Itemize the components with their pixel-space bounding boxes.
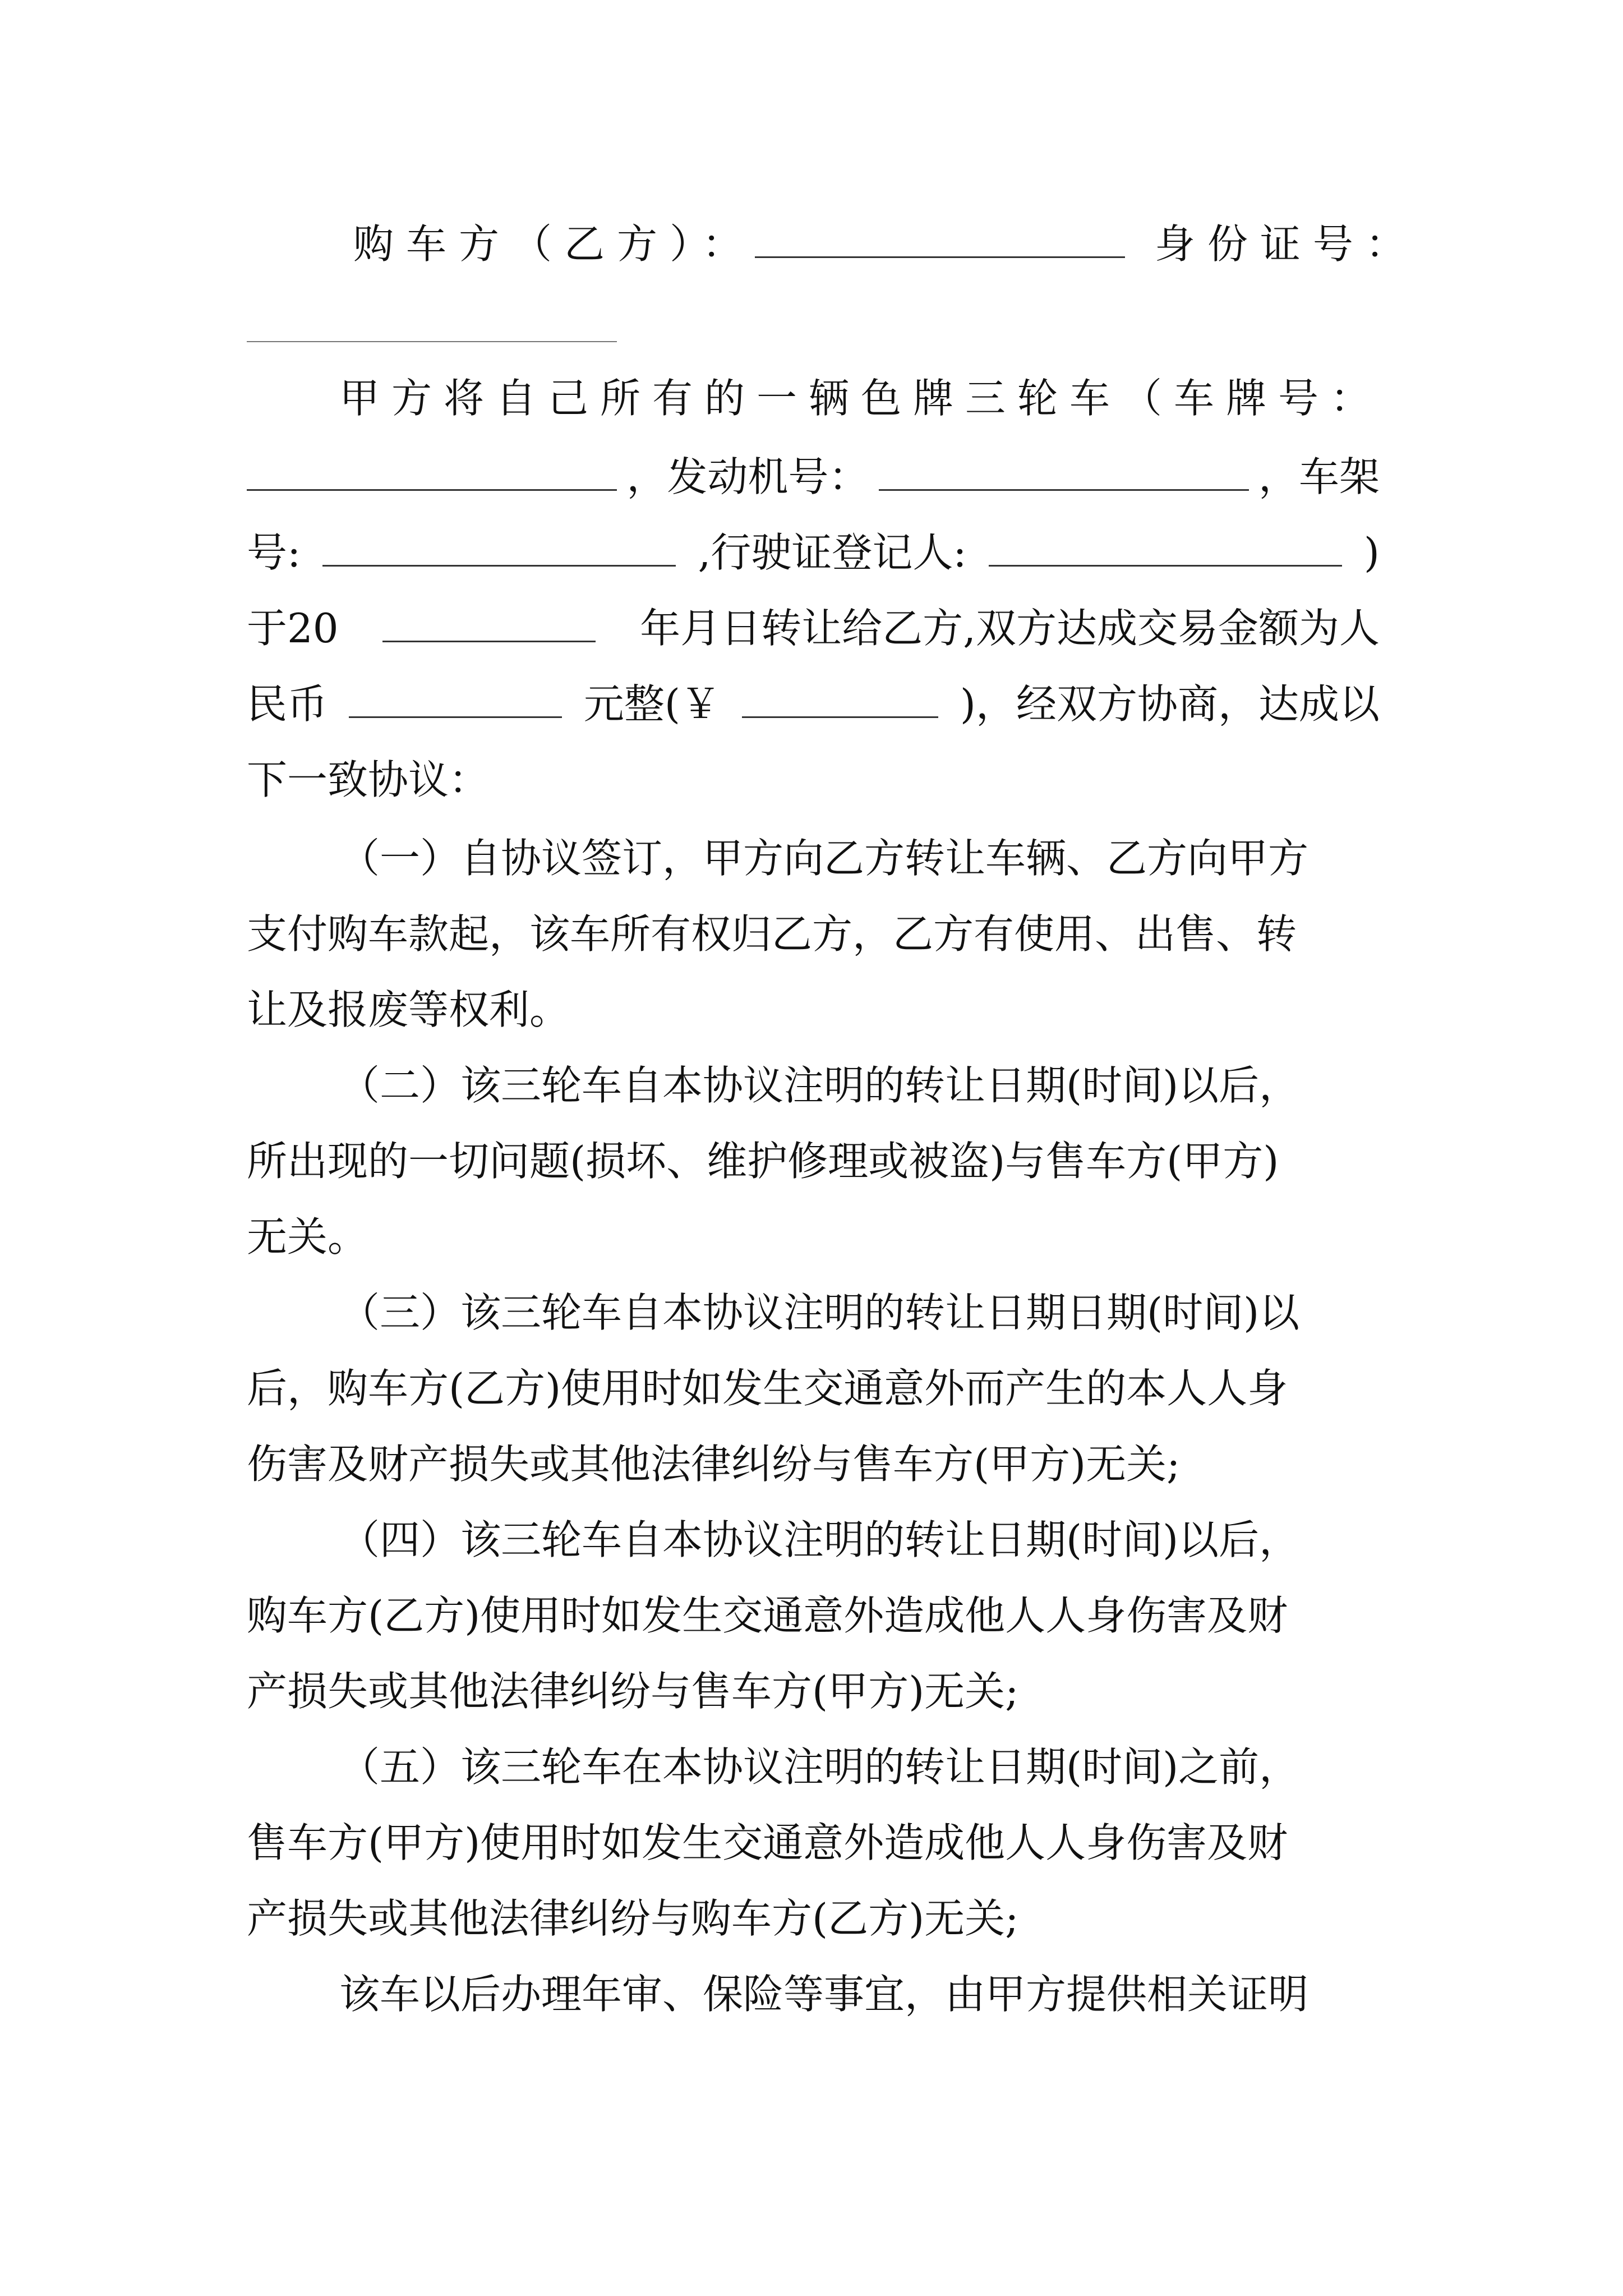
engine-line (247, 446, 1380, 508)
clause-5-line-1 (247, 1736, 1380, 1798)
date-line (247, 597, 1380, 659)
close-paren: ) (1363, 529, 1380, 576)
amount-words-blank (349, 682, 562, 718)
buyer-name-blank (755, 222, 1125, 258)
clause-4-text: 购车方(乙方)使用时如发生交通意外造成他人人身伤害及财 (247, 1592, 1288, 1639)
clause-1-line-1 (247, 827, 1380, 889)
id-number-line (247, 297, 1380, 359)
clause-3-text: 伤害及财产损失或其他法律纠纷与售车方(甲方)无关; (247, 1441, 1181, 1488)
frame-label: ，车架 (1258, 453, 1380, 500)
clause-2-line-1 (247, 1055, 1380, 1116)
date-suffix: 年月日转让给乙方,双方达成交易金额为人 (640, 605, 1380, 652)
frame-line (247, 522, 1380, 583)
date-year-blank (382, 606, 596, 642)
clause-4-text: （四）该三轮车自本协议注明的转让日期(时间)以后， (339, 1516, 1300, 1563)
clause-2-text: 所出现的一切问题(损坏、维护修理或被盗)与售车方(甲方) (247, 1138, 1279, 1185)
engine-label: ，发动机号： (626, 453, 869, 500)
frame-number-blank (322, 530, 676, 567)
clause-1-text: （一）自协议签订，甲方向乙方转让车辆、乙方向甲方 (339, 835, 1309, 882)
date-prefix: 于20 (247, 605, 339, 652)
amount-line (247, 673, 1380, 735)
clause-4-line-3 (247, 1660, 1380, 1722)
currency-label: 民币 (247, 680, 328, 728)
registrant-label: ,行驶证登记人: (698, 529, 967, 576)
registrant-blank (989, 530, 1342, 567)
plate-number-blank (247, 454, 617, 491)
clause-4-text: 产损失或其他法律纠纷与售车方(甲方)无关; (247, 1668, 1019, 1715)
clause-3-text: 后，购车方(乙方)使用时如发生交通意外而产生的本人人身 (247, 1365, 1288, 1412)
id-number-label: 身份证号： (1154, 220, 1418, 268)
last-line (247, 1963, 1380, 2025)
clause-3-line-2 (247, 1358, 1380, 1419)
amount-word: 元整(￥ (583, 680, 721, 728)
clause-2-text: 无关。 (247, 1213, 368, 1260)
agreement-intro: 下一致协议： (247, 756, 490, 803)
clause-1-line-3 (247, 979, 1380, 1041)
amount-close: )，经双方协商，达成以 (960, 680, 1380, 728)
amount-number-blank (742, 682, 938, 718)
clause-1-text: 支付购车款起，该车所有权归乙方，乙方有使用、出售、转 (247, 910, 1297, 958)
clause-5-text: 售车方(甲方)使用时如发生交通意外造成他人人身伤害及财 (247, 1819, 1288, 1866)
buyer-label: 购车方（乙方）： (353, 220, 755, 268)
clause-4-line-2 (247, 1585, 1380, 1646)
vehicle-intro-line (247, 367, 1383, 429)
clause-4-line-1 (247, 1509, 1380, 1571)
vehicle-intro: 甲方将自己所有的一辆色牌三轮车（车牌号： (339, 375, 1383, 422)
clause-3-line-3 (247, 1433, 1380, 1495)
clause-5-line-2 (247, 1812, 1380, 1874)
agreement-line (247, 749, 1380, 811)
clause-2-text: （二）该三轮车自本协议注明的转让日期(时间)以后， (339, 1062, 1300, 1109)
id-number-blank (247, 306, 617, 342)
clause-5-line-3 (247, 1888, 1380, 1949)
clause-1-text: 让及报废等权利。 (247, 986, 570, 1033)
clause-2-line-3 (247, 1206, 1380, 1268)
closing-text: 该车以后办理年审、保险等事宜，由甲方提供相关证明 (339, 1971, 1309, 2018)
clause-5-text: 产损失或其他法律纠纷与购车方(乙方)无关; (247, 1895, 1019, 1942)
clause-5-text: （五）该三轮车在本协议注明的转让日期(时间)之前， (339, 1743, 1300, 1791)
clause-1-line-2 (247, 903, 1380, 965)
clause-3-text: （三）该三轮车自本协议注明的转让日期日期(时间)以 (339, 1289, 1300, 1336)
engine-number-blank (879, 454, 1249, 491)
frame-label-2: 号: (247, 529, 301, 576)
clause-2-line-2 (247, 1130, 1380, 1192)
clause-3-line-1 (247, 1282, 1380, 1343)
buyer-line (247, 213, 1418, 275)
